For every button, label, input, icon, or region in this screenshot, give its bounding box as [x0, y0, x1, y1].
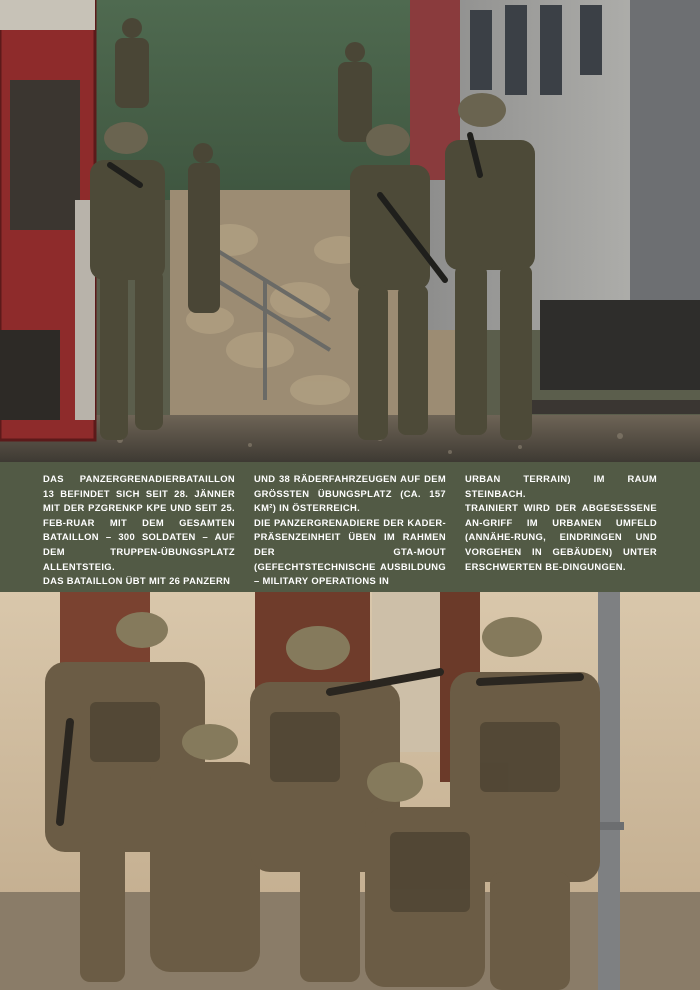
article-column-2 — [254, 472, 446, 589]
column-2-paragraph-1: UND 38 RÄDERFAHRZEUGEN AUF DEM GRÖSSTEN ÜBUNGSPLATZ (CA. 157 KM²) IN ÖSTERREICH. — [254, 473, 446, 514]
top-photo-illustration — [0, 0, 700, 462]
column-3-paragraph-1: URBAN TERRAIN) IM RAUM STEINBACH. — [465, 473, 657, 499]
bottom-photo — [0, 592, 700, 990]
article-text-band — [0, 462, 700, 592]
article-column-1 — [43, 472, 235, 589]
top-photo — [0, 0, 700, 462]
column-2-paragraph-2: DIE PANZERGRENADIERE DER KADER-PRÄSENZEINHEIT ÜBEN IM RAHMEN DER GTA-MOUT (GEFECHTSTECHNISCHE AUSBILDUNG – MILITARY OPERATIONS IN — [254, 516, 446, 587]
column-3-paragraph-2: TRAINIERT WIRD DER ABGESESSENE AN-GRIFF IM URBANEN UMFELD (ANNÄHE-RUNG, EINDRINGEN UND VORGEHEN IN GEBÄUDEN) UNTER ERSCHWERTEN BE-DINGUNGEN. — [465, 502, 657, 572]
column-1-paragraph-1: DAS PANZERGRENADIERBATAILLON 13 BEFINDET SICH SEIT 28. JÄNNER MIT DER PZGRENKP KPE UND SEIT 25. FEB-RUAR MIT DEM GESAMTEN BATAILLON – 300 SOLDATEN – AUF DEM TRUPPEN-ÜBUNGSPLATZ ALLENTSTEIG. — [43, 473, 235, 572]
article-column-3 — [465, 472, 657, 574]
column-1-paragraph-2: DAS BATAILLON ÜBT MIT 26 PANZERN — [43, 575, 231, 587]
bottom-photo-illustration — [0, 592, 700, 990]
